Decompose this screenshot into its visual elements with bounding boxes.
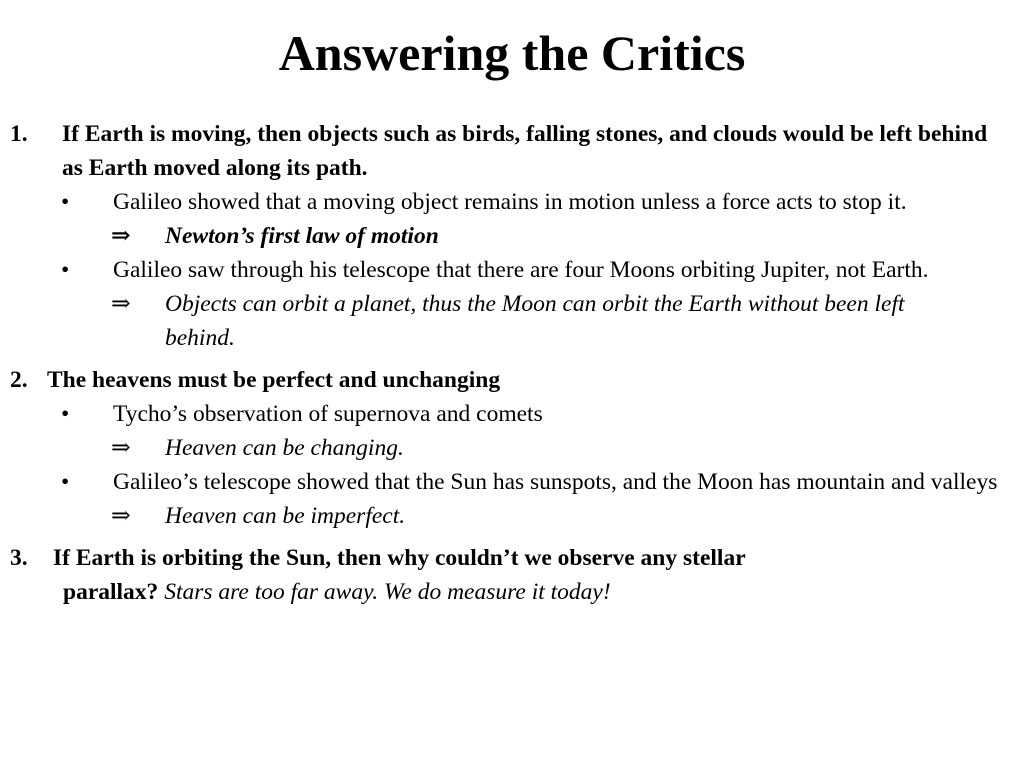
implication-text: Objects can orbit a planet, thus the Moon can orbit the Earth without been left behind. bbox=[165, 291, 905, 351]
bullet-text: Galileo’s telescope showed that the Sun has sunspots, and the Moon has mountain and valleys bbox=[113, 469, 998, 495]
item-heading: If Earth is moving, then objects such as birds, falling stones, and clouds would be left behind as Earth moved along its path. bbox=[62, 121, 988, 181]
bullet-marker: • bbox=[61, 257, 70, 283]
item-number: 2. bbox=[10, 367, 28, 393]
bullet-point bbox=[61, 253, 1003, 287]
slide-title: Answering the Critics bbox=[278, 25, 746, 81]
implication-text: Heaven can be changing. bbox=[165, 435, 404, 461]
implication bbox=[111, 287, 965, 355]
bullet-text: Galileo showed that a moving object remains in motion unless a force acts to stop it. bbox=[113, 189, 907, 215]
bullet-marker: • bbox=[61, 401, 70, 427]
implies-arrow-icon: ⇒ bbox=[111, 435, 131, 461]
bullet-marker: • bbox=[61, 189, 70, 215]
implication bbox=[111, 499, 965, 533]
implies-arrow-icon: ⇒ bbox=[111, 291, 131, 317]
implication bbox=[111, 219, 965, 253]
item-heading: The heavens must be perfect and unchanging bbox=[47, 367, 501, 393]
list-item-1 bbox=[0, 117, 1024, 355]
bullet-point bbox=[61, 397, 1003, 431]
item-heading-end: parallax? bbox=[63, 579, 165, 605]
bullet-point bbox=[61, 185, 1003, 219]
item-number: 1. bbox=[10, 121, 28, 147]
list-item-2 bbox=[0, 363, 1024, 533]
item-heading-continuation bbox=[63, 575, 1024, 609]
slide-body bbox=[0, 117, 1024, 609]
implies-arrow-icon: ⇒ bbox=[111, 503, 131, 529]
implication-text: Newton’s first law of motion bbox=[165, 223, 439, 249]
list-item-3 bbox=[0, 541, 1024, 609]
item-answer: Stars are too far away. We do measure it today! bbox=[164, 579, 611, 605]
item-number: 3. bbox=[10, 545, 28, 571]
implication-text: Heaven can be imperfect. bbox=[165, 503, 406, 529]
implication bbox=[111, 431, 965, 465]
implies-arrow-icon: ⇒ bbox=[111, 223, 131, 249]
bullet-text: Tycho’s observation of supernova and comets bbox=[113, 401, 543, 427]
bullet-point bbox=[61, 465, 1003, 499]
bullet-marker: • bbox=[61, 469, 70, 495]
item-heading: If Earth is orbiting the Sun, then why couldn’t we observe any stellar bbox=[53, 545, 746, 571]
bullet-text: Galileo saw through his telescope that there are four Moons orbiting Jupiter, not Earth. bbox=[113, 257, 929, 283]
